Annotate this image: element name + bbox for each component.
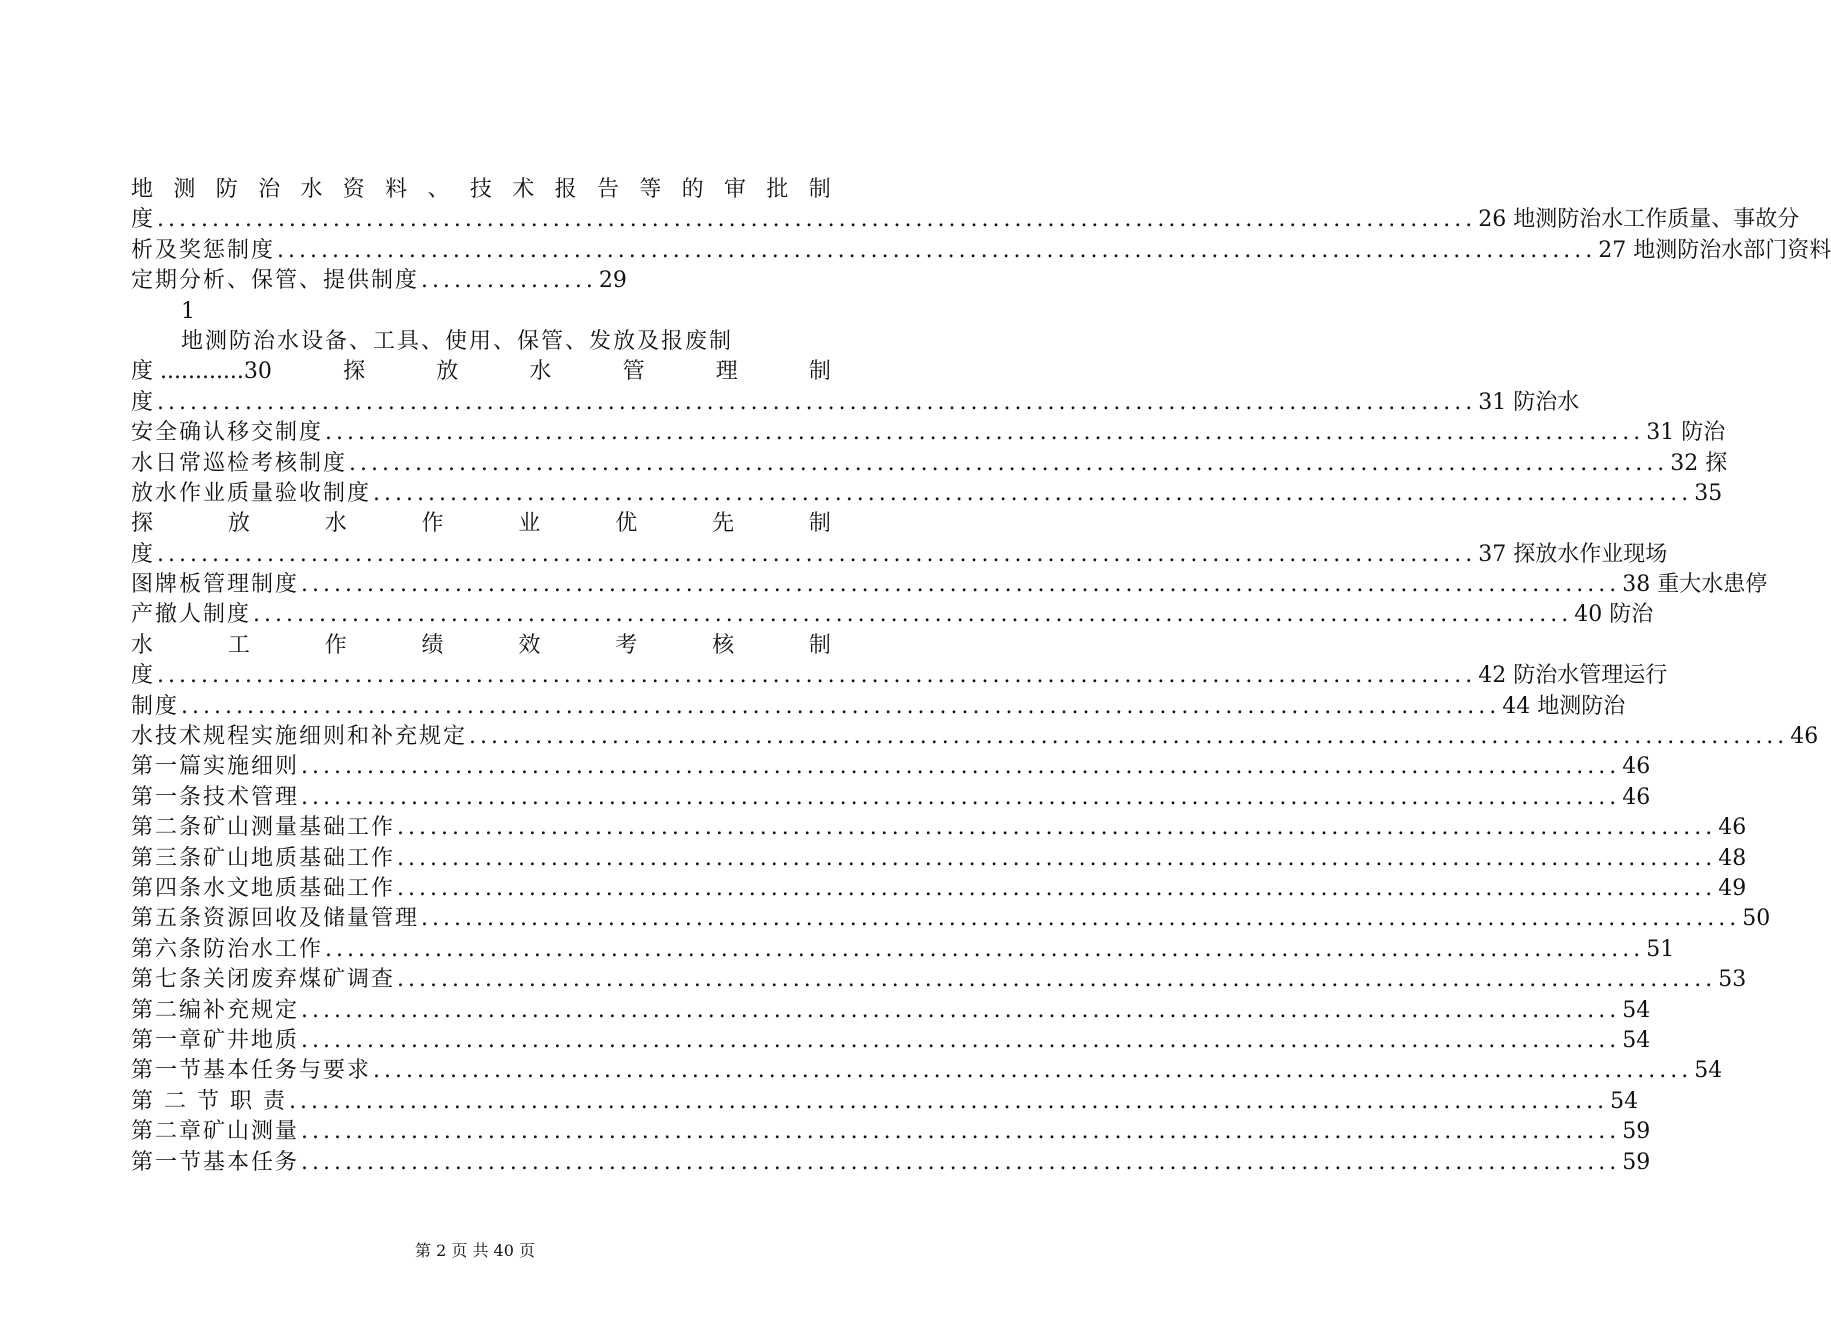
toc-entry-page: 49 — [1718, 875, 1747, 901]
table-of-contents — [131, 175, 1831, 1178]
toc-char: 制 — [808, 511, 831, 537]
toc-entry-title: 第三条矿山地质基础工作 — [131, 845, 396, 871]
toc-char: 作 — [421, 511, 444, 537]
toc-entry-page: 54 — [1622, 997, 1651, 1023]
toc-line — [131, 205, 1800, 235]
toc-entry-page: 54 — [1622, 1027, 1651, 1053]
toc-entry-page: 27 地测防治水部门资料 — [1598, 237, 1831, 263]
toc-line — [131, 661, 1668, 691]
toc-entry-page: 44 地测防治 — [1502, 693, 1626, 719]
toc-line — [131, 175, 831, 205]
dot-leader: ........................................................................................................................ — [157, 541, 1477, 567]
toc-line — [131, 266, 831, 296]
toc-line: 地测防治水设备、工具、使用、保管、发放及报废制 — [181, 328, 734, 354]
toc-entry-title: 第一条技术管理 — [131, 784, 300, 810]
toc-char: 防 — [215, 177, 238, 202]
toc-entry-page: 46 — [1622, 784, 1651, 810]
toc-line — [131, 1087, 1639, 1117]
toc-line — [131, 692, 1626, 722]
dot-leader: ........................................................................................................................ — [349, 450, 1669, 476]
toc-char: 理 — [715, 359, 738, 385]
toc-char: 效 — [518, 632, 541, 658]
dot-leader: ........................................................................................................................ — [253, 602, 1573, 628]
toc-entry-title: 度 — [131, 663, 156, 689]
toc-line — [131, 236, 1831, 266]
toc-char: 测 — [173, 177, 196, 202]
toc-line — [131, 357, 831, 387]
toc-char: 度 ............30 — [131, 359, 272, 385]
toc-entry-page: 37 探放水作业现场 — [1478, 541, 1668, 567]
toc-entry-page: 46 — [1718, 815, 1747, 841]
toc-line — [131, 509, 831, 539]
dot-leader: ........................................................................................................................ — [397, 845, 1717, 871]
toc-entry-title: 第二章矿山测量 — [131, 1119, 300, 1145]
toc-entry-title: 第一节基本任务与要求 — [131, 1058, 372, 1084]
dot-leader: ........................................................................................................................ — [157, 207, 1477, 233]
toc-line — [131, 783, 1651, 813]
toc-char: 核 — [712, 632, 735, 658]
toc-line — [131, 388, 1580, 418]
toc-entry-title: 第五条资源回收及储量管理 — [131, 906, 420, 932]
toc-char: 优 — [615, 511, 638, 537]
toc-line — [131, 752, 1651, 782]
dot-leader: ........................................................................................................................ — [157, 663, 1477, 689]
toc-entry-page: 29 — [598, 268, 627, 294]
dot-leader: ........................................................................................................................ — [469, 724, 1789, 750]
toc-line — [131, 996, 1651, 1026]
toc-line — [131, 813, 1747, 843]
toc-entry-page: 26 地测防治水工作质量、事故分 — [1478, 207, 1800, 233]
toc-char: 先 — [712, 511, 735, 537]
dot-leader: ........................................................................................................................ — [397, 967, 1717, 993]
toc-char: 地 — [131, 177, 154, 202]
toc-char: 审 — [724, 177, 747, 202]
toc-entry-title: 第一篇实施细则 — [131, 754, 300, 780]
toc-entry-title: 第二条矿山测量基础工作 — [131, 815, 396, 841]
toc-entry-title: 图牌板管理制度 — [131, 572, 300, 598]
toc-entry-page: 35 — [1694, 480, 1723, 506]
dot-leader: ........................................................................................................................ — [301, 1027, 1621, 1053]
toc-char: 的 — [681, 177, 704, 202]
toc-char: 管 — [622, 359, 645, 385]
toc-char: 料 — [385, 177, 408, 202]
dot-leader: ........................................................................................................................ — [397, 875, 1717, 901]
toc-line — [131, 965, 1747, 995]
page-footer: 第 2 页 共 40 页 — [415, 1241, 535, 1260]
toc-entry-title: 度 — [131, 541, 156, 567]
toc-entry-page: 48 — [1718, 845, 1747, 871]
toc-entry-page: 31 防治水 — [1478, 389, 1580, 415]
toc-entry-page: 50 — [1742, 906, 1771, 932]
toc-entry-page: 53 — [1718, 967, 1747, 993]
toc-char: 告 — [596, 177, 619, 202]
toc-line — [131, 874, 1747, 904]
toc-entry-title: 水技术规程实施细则和补充规定 — [131, 724, 468, 750]
toc-char: 考 — [615, 632, 638, 658]
toc-char: 水 — [131, 632, 154, 658]
toc-entry-title: 制度 — [131, 693, 180, 719]
toc-entry-page: 32 探 — [1670, 450, 1728, 476]
toc-char: 报 — [554, 177, 577, 202]
dot-leader: ........................................................................................................................ — [373, 1058, 1693, 1084]
toc-entry-title: 度 — [131, 389, 156, 415]
toc-line — [131, 600, 1654, 630]
toc-entry-page: 46 — [1790, 724, 1819, 750]
toc-char: 工 — [227, 632, 250, 658]
toc-line — [131, 540, 1668, 570]
toc-char: 放 — [436, 359, 459, 385]
toc-char: 绩 — [421, 632, 444, 658]
toc-char: 探 — [343, 359, 366, 385]
dot-leader: ........................................................................................................................ — [301, 1149, 1621, 1175]
dot-leader: ........................................................................................................................ — [157, 389, 1477, 415]
toc-char: 、 — [427, 177, 450, 202]
toc-char: 技 — [469, 177, 492, 202]
toc-entry-title: 放水作业质量验收制度 — [131, 480, 372, 506]
toc-line — [131, 935, 1675, 965]
toc-entry-page: 40 防治 — [1574, 602, 1654, 628]
toc-entry-title: 第二编补充规定 — [131, 997, 300, 1023]
dot-leader: ........................................................................................................................ — [301, 754, 1621, 780]
toc-char: 等 — [639, 177, 662, 202]
toc-char: 制 — [808, 177, 831, 202]
toc-line — [131, 844, 1747, 874]
toc-line — [131, 904, 1771, 934]
toc-entry-title: 第一节基本任务 — [131, 1149, 300, 1175]
toc-char: 批 — [766, 177, 789, 202]
toc-entry-title: 安全确认移交制度 — [131, 420, 324, 446]
toc-char: 制 — [808, 359, 831, 385]
toc-line — [131, 631, 831, 661]
toc-char: 治 — [258, 177, 281, 202]
toc-entry-page: 51 — [1646, 936, 1675, 962]
toc-char: 资 — [342, 177, 365, 202]
dot-leader: ........................................................................................................................ — [288, 1088, 1609, 1114]
dot-leader: ........................................................................................................................ — [421, 906, 1741, 932]
dot-leader: ........................................................................................................................ — [301, 997, 1621, 1023]
toc-entry-title: 第七条关闭废弃煤矿调查 — [131, 967, 396, 993]
toc-entry-page: 54 — [1694, 1058, 1723, 1084]
dot-leader: ........................................................................................................................ — [301, 1119, 1621, 1145]
toc-entry-title: 产撤人制度 — [131, 602, 252, 628]
toc-char: 作 — [324, 632, 347, 658]
dot-leader: ........................................................................................................................ — [181, 693, 1501, 719]
toc-entry-page: 59 — [1622, 1149, 1651, 1175]
toc-char: 探 — [131, 511, 154, 537]
toc-line — [131, 1117, 1651, 1147]
toc-entry-title: 度 — [131, 207, 156, 233]
toc-entry-title: 定期分析、保管、提供制度 — [131, 268, 420, 294]
toc-line: 1 — [181, 298, 197, 324]
toc-entry-title: 析及奖惩制度 — [131, 237, 276, 263]
dot-leader: ................ — [421, 268, 597, 294]
toc-line — [131, 1026, 1651, 1056]
toc-line — [131, 479, 1723, 509]
toc-line — [131, 570, 1768, 600]
toc-line — [131, 418, 1726, 448]
toc-entry-page: 38 重大水患停 — [1622, 572, 1768, 598]
toc-line — [131, 449, 1728, 479]
toc-entry-page: 59 — [1622, 1119, 1651, 1145]
toc-entry-page: 46 — [1622, 754, 1651, 780]
toc-entry-page: 42 防治水管理运行 — [1478, 663, 1668, 689]
toc-line — [131, 1148, 1651, 1178]
toc-line — [131, 1056, 1723, 1086]
dot-leader: ........................................................................................................................ — [301, 572, 1621, 598]
toc-entry-title: 第 二 节 职 责 — [131, 1088, 287, 1114]
toc-char: 术 — [512, 177, 535, 202]
dot-leader: ........................................................................................................................ — [325, 420, 1645, 446]
toc-char: 制 — [808, 632, 831, 658]
toc-entry-title: 第六条防治水工作 — [131, 936, 324, 962]
toc-entry-page: 54 — [1610, 1088, 1639, 1114]
dot-leader: ........................................................................................................................ — [301, 784, 1621, 810]
dot-leader: ........................................................................................................................ — [277, 237, 1597, 263]
dot-leader: ........................................................................................................................ — [397, 815, 1717, 841]
toc-char: 放 — [227, 511, 250, 537]
toc-char: 水 — [324, 511, 347, 537]
toc-entry-title: 第四条水文地质基础工作 — [131, 875, 396, 901]
toc-char: 业 — [518, 511, 541, 537]
dot-leader: ........................................................................................................................ — [373, 480, 1693, 506]
toc-char: 水 — [300, 177, 323, 202]
toc-entry-title: 第一章矿井地质 — [131, 1027, 300, 1053]
toc-char: 水 — [529, 359, 552, 385]
toc-line — [131, 722, 1819, 752]
toc-entry-title: 水日常巡检考核制度 — [131, 450, 348, 476]
toc-entry-page: 31 防治 — [1646, 420, 1726, 446]
dot-leader: ........................................................................................................................ — [325, 936, 1645, 962]
